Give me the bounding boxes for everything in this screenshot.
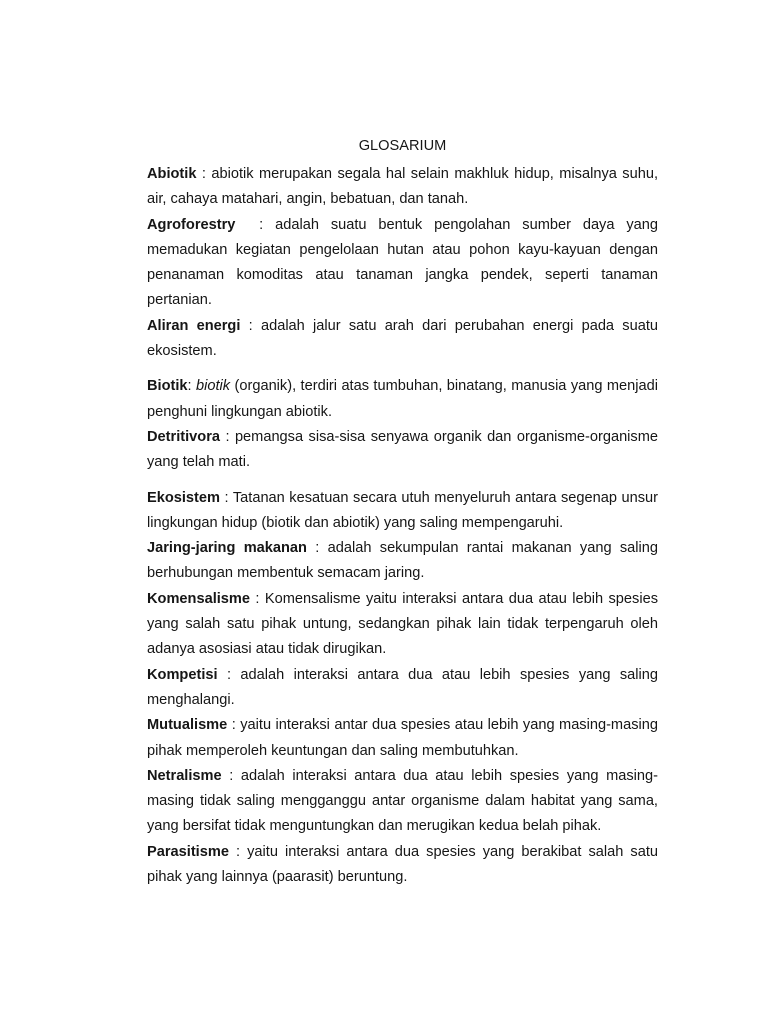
glossary-term: Detritivora [147,428,220,445]
glossary-entry-abiotik [147,162,658,213]
glossary-entry-mutualisme [147,713,658,764]
glossary-term: Abiotik [147,166,197,182]
glossary-definition: abiotik merupakan segala hal selain makhluk hidup, misalnya suhu, air, cahaya matahari, angin, bebatuan, dan tanah. [147,166,658,208]
term-separator: : [227,717,241,734]
term-separator: : [217,666,241,683]
term-separator: : [240,317,261,334]
glossary-entry-komensalisme [147,587,658,663]
glossary-entry-agroforestry [147,213,658,314]
glossary-term: Kompetisi [147,666,218,683]
glossary-term: Biotik [147,378,188,395]
term-separator: : [235,216,276,233]
glossary-content [147,136,658,890]
glossary-term: Aliran energi [147,317,241,334]
glossary-term: Komensalisme [147,590,251,607]
term-separator: : [228,843,248,860]
glossary-definition: Tatanan kesatuan secara utuh menyeluruh antara segenap unsur lingkungan hidup (biotik dan abiotik) yang saling mempengaruhi. [147,489,659,531]
term-separator: : [187,378,197,395]
glossary-entry-netralisme [147,764,658,840]
glossary-entry-detritivora [147,425,658,476]
glossary-definition: (organik), terdiri atas tumbuhan, binatang, manusia yang menjadi penghuni lingkungan abiotik. [147,378,658,420]
glossary-term: Netralisme [147,767,222,784]
glossary-entry-biotik [147,374,658,425]
glossary-entry-kompetisi [147,663,658,714]
glossary-entry-parasitisme [147,840,658,891]
glossary-definition-italic: biotik [196,378,231,395]
glossary-term: Jaring-jaring makanan [147,540,307,557]
term-separator: : [196,166,212,182]
term-separator: : [250,590,265,607]
page-title: GLOSARIUM [358,138,447,154]
glossary-definition: pemangsa sisa-sisa senyawa organik dan organisme-organisme yang telah mati. [147,428,658,471]
glossary-term: Ekosistem [147,489,221,506]
glossary-definition: adalah sekumpulan rantai makanan yang saling berhubungan membentuk semacam jaring. [147,540,658,582]
term-separator: : [306,540,328,557]
glossary-definition: adalah suatu bentuk pengolahan sumber daya yang memadukan kegiatan pengelolaan hutan atau pohon kayu-kayuan dengan penanaman komoditas atau tanaman jangka pendek, seperti tanaman pertanian. [147,216,659,309]
glossary-definition: yaitu interaksi antar dua spesies atau lebih yang masing-masing pihak memperoleh keuntungan dan saling membutuhkan. [147,717,658,759]
glossary-definition: adalah interaksi antara dua atau lebih spesies yang masing-masing tidak saling mengganggu antar organisme dalam habitat yang sama, yang bersifat tidak menguntungkan dan merugikan kedua belah pihak. [147,767,658,835]
glossary-term: Parasitisme [147,843,229,860]
glossary-definition: adalah interaksi antara dua atau lebih spesies yang saling menghalangi. [147,666,658,708]
glossary-entry-jaring-jaring-makanan [147,536,658,587]
term-separator: : [221,767,241,784]
glossary-definition: yaitu interaksi antara dua spesies yang berakibat salah satu pihak yang lainnya (paarasit) beruntung. [147,843,658,886]
term-separator: : [220,489,233,506]
glossary-term: Mutualisme [147,717,228,734]
glossary-term: Agroforestry [147,216,236,233]
glossary-entry-ekosistem [147,486,658,537]
glossary-entry-aliran-energi [147,314,658,365]
term-separator: : [220,428,235,445]
glossary-definition: adalah jalur satu arah dari perubahan energi pada suatu ekosistem. [147,317,658,360]
glossary-definition: Komensalisme yaitu interaksi antara dua atau lebih spesies yang salah satu pihak untung, sedangkan pihak lain tidak terpengaruh oleh adanya asosiasi atau tidak dirugikan. [147,590,658,658]
